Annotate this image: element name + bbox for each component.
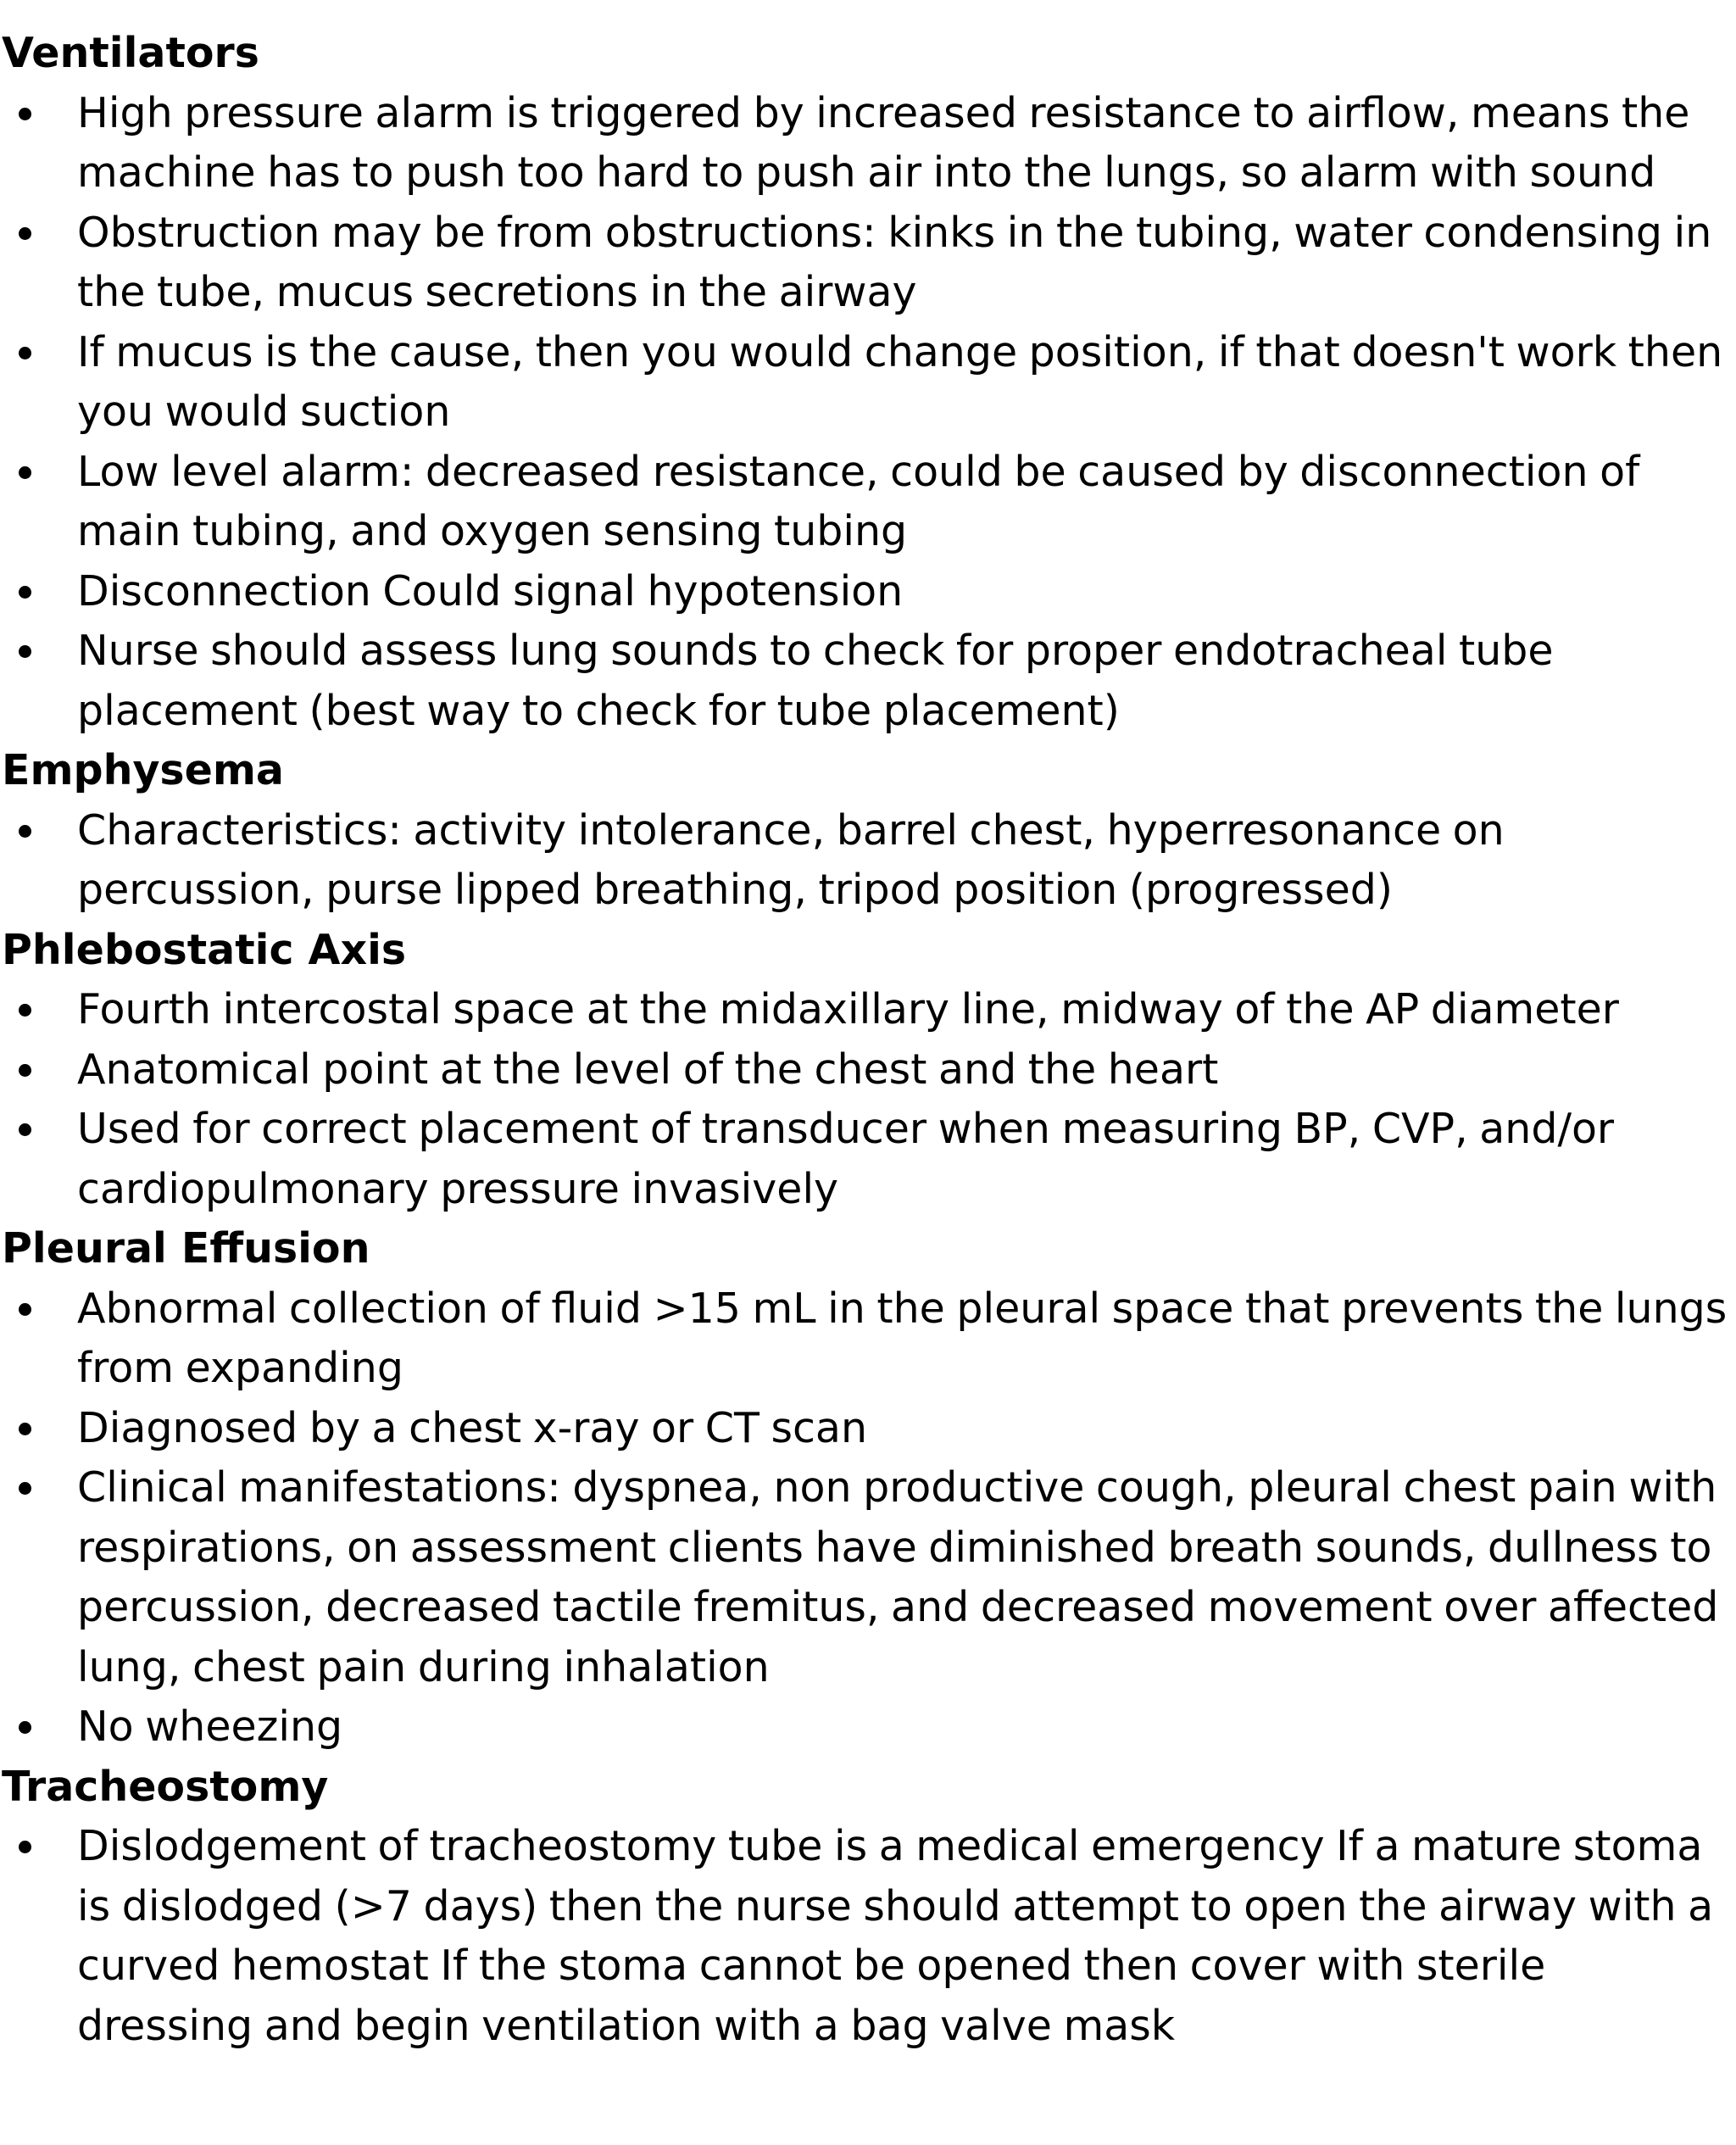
bullet-list [0, 801, 1736, 921]
bullet-icon [19, 1004, 31, 1017]
list-item-text: Disconnection Could signal hypotension [77, 566, 904, 616]
bullet-icon [19, 1123, 31, 1136]
list-item-text: Dislodgement of tracheostomy tube is a medical emergency If a mature stoma is dislodged (>7 days) then the nurse should attempt to open the airway with a curved hemostat If the stoma cannot be opened then cover with sterile dressing and begin ventilation with a bag valve mask [77, 1822, 1714, 2050]
bullet-list [0, 980, 1736, 1219]
bullet-icon [19, 1064, 31, 1077]
list-item [0, 801, 1736, 921]
bullet-icon [19, 1423, 31, 1435]
list-item-text: Clinical manifestations: dyspnea, non productive cough, pleural chest pain with respirations, on assessment clients have diminished breath sounds, dullness to percussion, decreased tactile fremitus, and decreased movement over affected lung, chest pain during inhalation [77, 1463, 1719, 1691]
bullet-icon [19, 1841, 31, 1853]
list-item-text: Fourth intercostal space at the midaxillary line, midway of the AP diameter [77, 985, 1619, 1034]
bullet-list [0, 84, 1736, 742]
bullet-icon [19, 227, 31, 240]
list-item [0, 84, 1736, 203]
section-heading: Phlebostatic Axis [2, 925, 407, 974]
list-item-text: No wheezing [77, 1702, 343, 1751]
bullet-list [0, 1817, 1736, 2056]
list-item-text: Diagnosed by a chest x-ray or CT scan [77, 1403, 868, 1452]
bullet-icon [19, 1721, 31, 1734]
section-heading: Ventilators [2, 29, 259, 77]
section-heading: Pleural Effusion [2, 1224, 370, 1273]
section-phlebostatic-axis [0, 921, 1736, 1220]
list-item [0, 443, 1736, 562]
bullet-icon [19, 645, 31, 658]
section-heading: Emphysema [2, 746, 284, 794]
list-item [0, 1100, 1736, 1219]
list-item [0, 621, 1736, 741]
list-item [0, 1458, 1736, 1697]
bullet-icon [19, 466, 31, 479]
bullet-icon [19, 1303, 31, 1316]
list-item-text: Abnormal collection of fluid >15 mL in the pleural space that prevents the lungs from expanding [77, 1284, 1728, 1392]
section-ventilators [0, 24, 1736, 741]
list-item-text: Anatomical point at the level of the chest and the heart [77, 1045, 1219, 1094]
bullet-icon [19, 825, 31, 838]
section-emphysema [0, 741, 1736, 921]
list-item-text: If mucus is the cause, then you would change position, if that doesn't work then you would suction [77, 327, 1723, 436]
list-item [0, 1399, 1736, 1459]
list-item [0, 562, 1736, 622]
section-pleural-effusion [0, 1219, 1736, 1758]
bullet-icon [19, 347, 31, 359]
list-item-text: Used for correct placement of transducer when measuring BP, CVP, and/or cardiopulmonary pressure invasively [77, 1105, 1615, 1213]
section-tracheostomy [0, 1758, 1736, 2057]
list-item-text: High pressure alarm is triggered by increased resistance to airflow, means the machine has to push too hard to push air into the lungs, so alarm with sound [77, 88, 1690, 197]
list-item [0, 1817, 1736, 2056]
list-item-text: Obstruction may be from obstructions: kinks in the tubing, water condensing in the tube, mucus secretions in the airway [77, 208, 1712, 316]
list-item [0, 980, 1736, 1040]
list-item-text: Low level alarm: decreased resistance, could be caused by disconnection of main tubing, and oxygen sensing tubing [77, 447, 1640, 555]
bullet-list [0, 1279, 1736, 1758]
bullet-icon [19, 1482, 31, 1495]
list-item [0, 1697, 1736, 1758]
list-item [0, 1279, 1736, 1399]
list-item [0, 203, 1736, 323]
list-item-text: Nurse should assess lung sounds to check for proper endotracheal tube placement (best way to check for tube placement) [77, 627, 1554, 735]
section-heading: Tracheostomy [2, 1762, 329, 1811]
bullet-icon [19, 586, 31, 599]
list-item [0, 1040, 1736, 1100]
list-item [0, 323, 1736, 443]
bullet-icon [19, 108, 31, 120]
list-item-text: Characteristics: activity intolerance, barrel chest, hyperresonance on percussion, purse lipped breathing, tripod position (progressed) [77, 805, 1505, 914]
